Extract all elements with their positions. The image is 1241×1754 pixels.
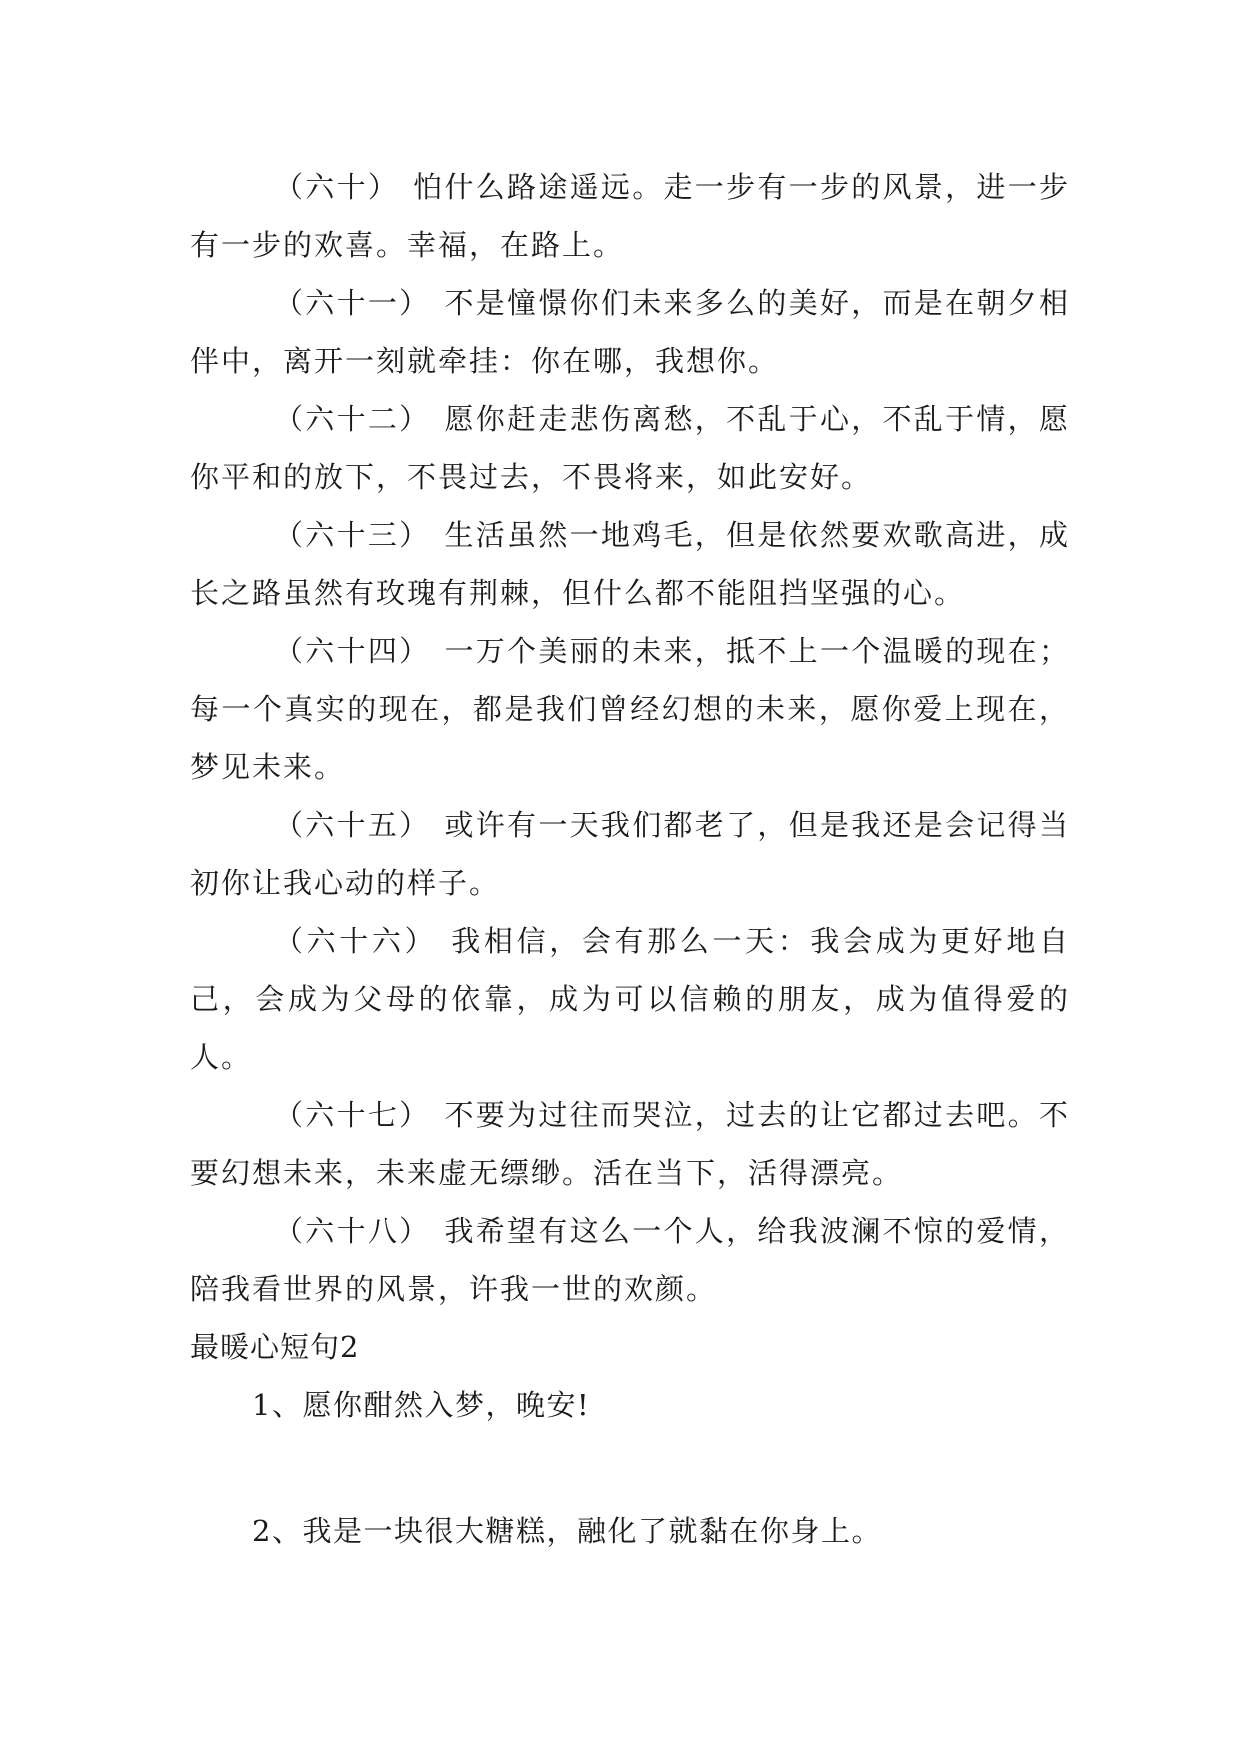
paragraph-text: 或许有一天我们都老了，但是我还是会记得当初你让我心动的样子。 — [190, 808, 1070, 900]
quote-paragraph-62 — [190, 390, 1070, 506]
quote-paragraph-61 — [190, 274, 1070, 390]
paragraph-text: 怕什么路途遥远。走一步有一步的风景，进一步有一步的欢喜。幸福，在路上。 — [190, 170, 1070, 262]
quote-paragraph-65 — [190, 796, 1070, 912]
paragraph-number: （六十一） — [274, 286, 431, 320]
list-item: 2、我是一块很大糖糕，融化了就黏在你身上。 — [252, 1514, 882, 1548]
quote-paragraph-64 — [190, 622, 1070, 796]
paragraph-text: 不是憧憬你们未来多么的美好，而是在朝夕相伴中，离开一刻就牵挂：你在哪，我想你。 — [190, 286, 1070, 378]
paragraph-number: （六十八） — [274, 1214, 431, 1248]
document-body — [190, 158, 1070, 1560]
paragraph-number: （六十） — [274, 170, 400, 204]
paragraph-number: （六十五） — [274, 808, 431, 842]
quote-paragraph-67 — [190, 1086, 1070, 1202]
quote-paragraph-66 — [190, 912, 1070, 1086]
paragraph-number: （六十六） — [274, 924, 438, 958]
quote-paragraph-68 — [190, 1202, 1070, 1318]
paragraph-text: 我相信，会有那么一天：我会成为更好地自己，会成为父母的依靠，成为可以信赖的朋友，成为值得爱的人。 — [190, 924, 1070, 1074]
paragraph-text: 生活虽然一地鸡毛，但是依然要欢歌高进，成长之路虽然有玫瑰有荆棘，但什么都不能阻挡坚强的心。 — [190, 518, 1070, 610]
list-item: 1、愿你酣然入梦，晚安! — [252, 1388, 591, 1422]
paragraph-text: 一万个美丽的未来，抵不上一个温暖的现在；每一个真实的现在，都是我们曾经幻想的未来，愿你爱上现在，梦见未来。 — [190, 634, 1070, 784]
section-title: 最暖心短句2 — [190, 1330, 360, 1364]
paragraph-number: （六十四） — [274, 634, 431, 668]
paragraph-number: （六十二） — [274, 402, 431, 436]
quote-paragraph-63 — [190, 506, 1070, 622]
paragraph-number: （六十三） — [274, 518, 431, 552]
paragraph-text: 我希望有这么一个人，给我波澜不惊的爱情，陪我看世界的风景，许我一世的欢颜。 — [190, 1214, 1070, 1306]
quote-paragraph-60 — [190, 158, 1070, 274]
paragraph-text: 愿你赶走悲伤离愁，不乱于心，不乱于情，愿你平和的放下，不畏过去，不畏将来，如此安好。 — [190, 402, 1070, 494]
spacer — [190, 1434, 1070, 1502]
paragraph-number: （六十七） — [274, 1098, 431, 1132]
paragraph-text: 不要为过往而哭泣，过去的让它都过去吧。不要幻想未来，未来虚无缥缈。活在当下，活得漂亮。 — [190, 1098, 1070, 1190]
